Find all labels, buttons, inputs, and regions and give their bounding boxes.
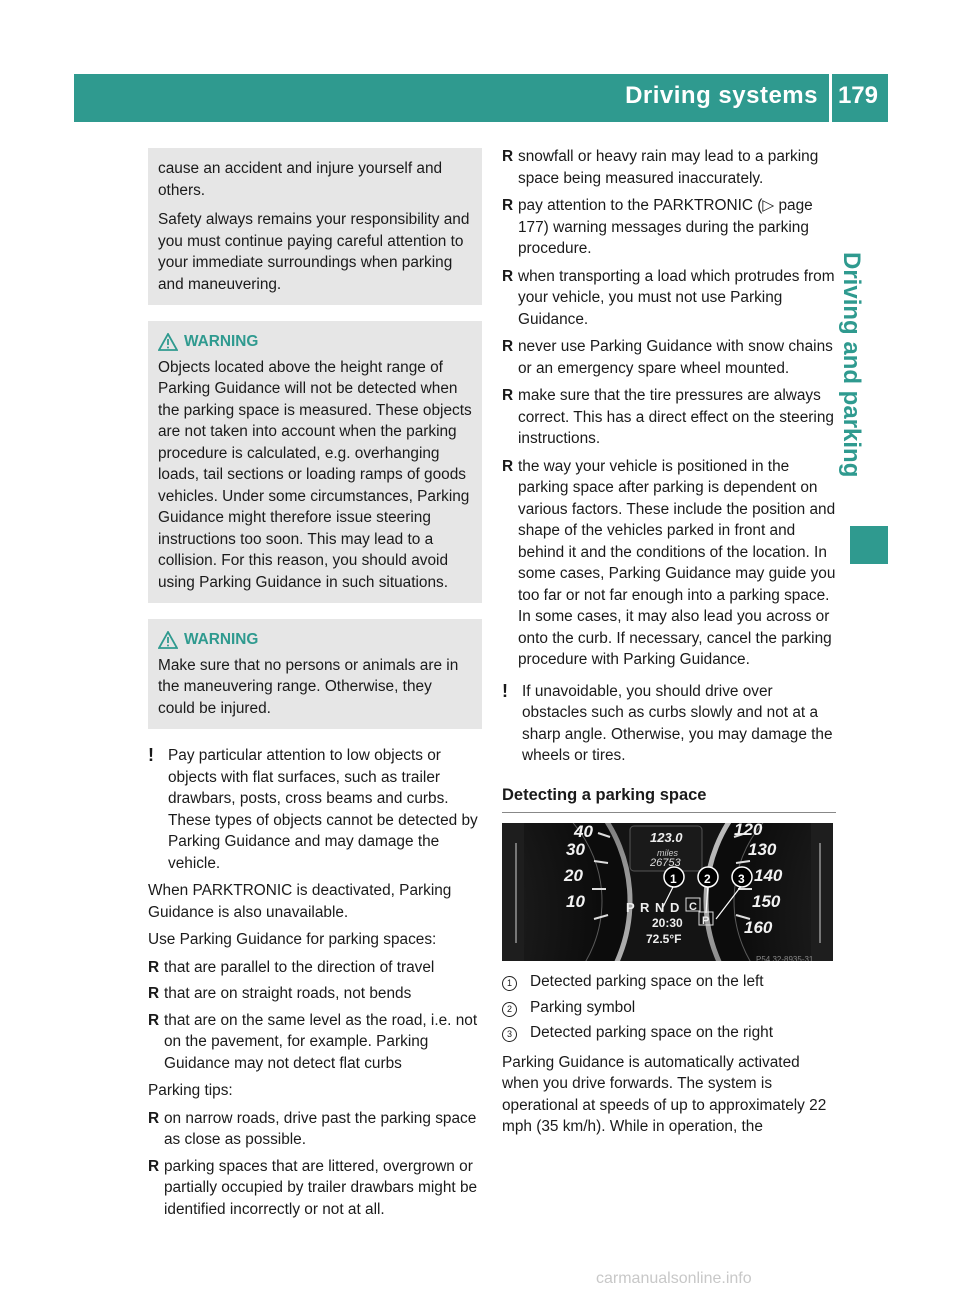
side-tab-label: Driving and parking [838, 252, 865, 478]
trip-reading: 123.0 [650, 830, 683, 845]
dial-number: 160 [744, 918, 773, 937]
list-item: R parking spaces that are littered, overgrown or partially occupied by trailer drawbars might be identified incorrectly or not at all. [148, 1157, 478, 1218]
paragraph-deactivated: When PARKTRONIC is deactivated, Parking Guidance is also unavailable. [148, 882, 452, 921]
safety-box [148, 148, 482, 305]
gear-indicator: P R N D [626, 900, 681, 915]
dial-number: 140 [754, 866, 783, 885]
list-item: R that are on the same level as the road, i.e. not on the pavement, for example. Parking Guidance may not detect flat curbs [148, 1011, 478, 1072]
page-number: 179 [837, 82, 878, 109]
warning-text: Make sure that no persons or animals are in the maneuvering range. Otherwise, they could be injured. [158, 656, 459, 717]
note-exclamation-icon: ! [148, 745, 154, 765]
parking-symbol: P [702, 915, 710, 927]
bullet-marker: R [148, 1011, 160, 1029]
callout-2-label: 2 [704, 872, 711, 886]
figure-reference: P54.32-8935-31 [756, 955, 814, 961]
tips-list-continued [502, 146, 836, 671]
legend-number: 1 [502, 976, 517, 991]
legend-number: 2 [502, 1002, 517, 1017]
note-obstacles [502, 681, 836, 767]
callout-3-label: 3 [738, 872, 745, 886]
dial-number: 120 [734, 823, 763, 839]
bullet-marker: R [502, 457, 514, 475]
warning-heading [158, 331, 472, 353]
note-text: Pay particular attention to low objects or objects with flat surfaces, such as trailer drawbars, posts, cross beams and curbs. These types of objects cannot be detected by Parking Guidance and may damage the vehicle. [168, 747, 478, 872]
bullet-marker: R [148, 958, 160, 976]
page-header [74, 74, 888, 122]
bullet-marker: R [502, 197, 514, 214]
legend-text: Detected parking space on the right [530, 1024, 773, 1041]
bullet-marker: R [502, 387, 514, 404]
dial-number: 30 [566, 840, 585, 859]
legend-text: Parking symbol [530, 998, 636, 1016]
legend-number: 3 [502, 1027, 517, 1042]
dial-number: 20 [564, 866, 583, 885]
right-column [502, 146, 836, 1144]
header-divider [829, 74, 832, 122]
list-item: R pay attention to the PARKTRONIC (▷ page 177) warning messages during the parking procedure. [502, 197, 813, 257]
footer-watermark[interactable]: carmanualsonline.info [596, 1270, 752, 1287]
trip-unit: miles [657, 848, 679, 858]
legend-item [502, 997, 836, 1019]
left-column [148, 148, 482, 1225]
section-title: Driving systems [625, 82, 818, 109]
clock-reading: 20:30 [652, 916, 683, 930]
note-text: If unavoidable, you should drive over obstacles such as curbs slowly and not at a sharp angle. Otherwise, you may damage the wheels or tires. [522, 682, 833, 764]
tips-list [148, 1108, 482, 1221]
note-low-objects [148, 745, 482, 874]
warning-triangle-icon [158, 333, 178, 351]
use-list [148, 957, 482, 1075]
warning-heading [158, 629, 472, 651]
figure-legend [502, 971, 836, 1044]
side-marker [850, 526, 888, 564]
list-item: R that are on straight roads, not bends [148, 983, 482, 1005]
legend-text: Detected parking space on the left [530, 973, 764, 990]
odometer-reading: 26753 [650, 857, 681, 869]
side-tab [838, 122, 888, 1212]
dial-number: 10 [566, 892, 585, 911]
bullet-marker: R [148, 1109, 160, 1127]
list-item: R when transporting a load which protrudes from your vehicle, you must not use Parking Guidance. [502, 267, 835, 328]
warning-box-2 [148, 619, 482, 729]
legend-item [502, 971, 836, 993]
warning-title: WARNING [184, 631, 259, 648]
temperature-reading: 72.5°F [646, 932, 682, 946]
list-item: R that are parallel to the direction of travel [148, 957, 482, 979]
dial-number: 130 [748, 840, 777, 859]
list-item: R the way your vehicle is positioned in the parking space after parking is dependent on various factors. These include the position and shape of the vehicles parked in front and behind it and the conditions of the location. In some cases, Parking Guidance may guide you too far or not far enough into a parking space. In some cases, it may also lead you across or onto the curb. If necessary, cancel the parking procedure with Parking Guidance. [502, 457, 836, 668]
legend-item [502, 1022, 836, 1044]
paragraph-use: Use Parking Guidance for parking spaces: [148, 931, 437, 948]
paragraph-activation: Parking Guidance is automatically activated when you drive forwards. The system is operational at speeds of up to approximately 22 mph (35 km/h). While in operation, the [502, 1053, 827, 1135]
dial-number: 150 [752, 892, 781, 911]
warning-title: WARNING [184, 333, 259, 350]
callout-1-label: 1 [670, 872, 677, 886]
safety-text-2: Safety always remains your responsibility and you must continue paying careful attention to your immediate surroundings when parking and maneuvering. [158, 211, 470, 293]
warning-triangle-icon [158, 631, 178, 649]
section-heading: Detecting a parking space [502, 785, 836, 814]
bullet-marker: R [148, 1157, 160, 1175]
bullet-marker: R [502, 338, 514, 355]
safety-text-1: cause an accident and injure yourself and others. [158, 160, 443, 199]
instrument-cluster-figure [502, 823, 833, 961]
paragraph-tips: Parking tips: [148, 1082, 233, 1099]
bullet-marker: R [502, 267, 514, 285]
warning-text: Objects located above the height range of Parking Guidance will not be detected when the parking space is measured. These objects are not taken into account when the parking procedure is calculated, e.g. overhanging loads, tail sections or loading ramps of goods vehicles. Under some circumstances, Parking Guidance might therefore issue steering instructions too soon. This may lead to a collision. For this reason, you should avoid using Parking Guidance in such situations. [158, 358, 472, 591]
list-item: R on narrow roads, drive past the parking space as close as possible. [148, 1109, 477, 1148]
dial-number: 40 [574, 823, 593, 841]
note-exclamation-icon: ! [502, 680, 508, 701]
bullet-marker: R [148, 985, 160, 1002]
list-item: R snowfall or heavy rain may lead to a parking space being measured inaccurately. [502, 148, 819, 187]
list-item: R make sure that the tire pressures are always correct. This has a direct effect on the steering instructions. [502, 387, 834, 447]
bullet-marker: R [502, 148, 514, 165]
warning-box-1 [148, 321, 482, 603]
list-item: R never use Parking Guidance with snow chains or an emergency spare wheel mounted. [502, 338, 833, 377]
gear-c-indicator: C [689, 901, 697, 913]
